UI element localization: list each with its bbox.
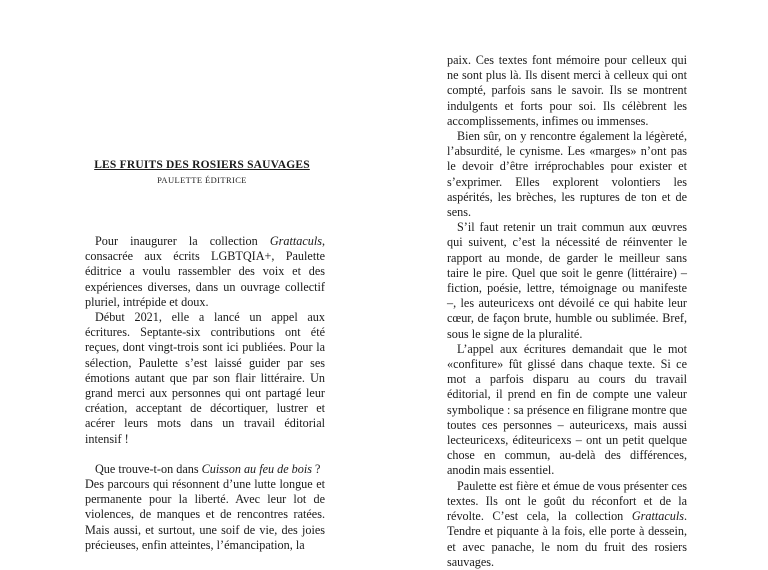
left-page [0,0,384,552]
left-text-column [85,234,325,553]
collection-name-closing: Grattaculs [631,509,684,524]
closing-start: Paulette est fière et émue de vous présenter ces textes. Ils ont le goût du réconfort et de la révolte. C’est cela, la collection [447,478,687,524]
paragraph-continuation: paix. Ces textes font mémoire pour celleux qui ne sont plus là. Ils disent merci à celleux qui ont compté, parfois sans le savoir. Ils se montrent indulgents et forts pour soi. Ils célèbrent les accomplissements, infimes ou immenses. [447,53,687,128]
paragraph-lightness: Bien sûr, on y rencontre également la légèreté, l’absurdité, le cynisme. Les «marges» n’ont pas le devoir d’être irréprochables pour exister et s’exprimer. Elles explorent volontiers les aspérités, les brèches, les ruptures de ton et de sens. [447,129,687,220]
right-text-column [447,53,687,570]
title-block [82,158,322,186]
question-end: ? [312,461,321,476]
paragraph-intro [85,234,325,310]
book-subtitle: Cuisson au feu de bois [201,461,312,476]
paragraph-confiture: L’appel aux écritures demandait que le mot «confiture» fût glissé dans chaque texte. Si ce mot a parfois disparu au cours du travail éditorial, il prend en fin de compte une valeur symbolique : sa présence en filigrane montre que toutes ces personnes – auteuricexs, mais aussi lecteuricexs, éditeuricexs – ont un petit quelque chose en commun, au-delà des différences, anodin mais essentiel. [447,341,687,478]
paragraph-journeys: Des parcours qui résonnent d’une lutte longue et permanente pour la liberté. Avec leur lot de violences, de manques et de rencontres ratées. Mais aussi, et surtout, une soif de vie, des joies précieuses, enfin atteintes, l’émancipation, la [85,477,325,552]
question-start: Que trouve-t-on dans [95,461,202,476]
question-line [85,462,325,477]
paragraph-call: Début 2021, elle a lancé un appel aux écritures. Septante-six contributions ont été reçues, dont vingt-trois sont ici publiées. Pour la sélection, Paulette s’est laissé guider par ses émotions autant que par son flair littéraire. Un grand merci aux personnes qui ont partagé leur création, acceptant de décortiquer, lustrer et acérer leurs mots dans un travail éditorial intensif ! [85,310,325,446]
paragraph-intro-end: , consacrée aux écrits LGBTQIA+, Paulette éditrice a voulu rassembler des voix et des expériences diverses, dans un ouvrage collectif pluriel, intrépide et doux. [85,234,325,309]
book-title: LES FRUITS DES ROSIERS SAUVAGES [94,159,310,171]
closing-end: . Tendre et piquante à la fois, elle porte à dessein, et avec panache, le nom du fruit des rosiers sauvages. [447,509,687,569]
paragraph-closing [447,479,687,570]
paragraph-common-trait: S’il faut retenir un trait commun aux œuvres qui suivent, c’est la nécessité de réinventer le rapport au monde, de garder le meilleur sans taire le pire. Quel que soit le genre (littéraire) – fiction, poésie, lettre, témoignage ou manifeste –, les auteuricexs ont dévoilé ce qui habite leur cœur, de façon brute, humble ou sublimée. Bref, sous le signe de la pluralité. [447,220,687,341]
paragraph-intro-start: Pour inaugurer la collection [95,234,270,248]
collection-name: Grattaculs [269,234,322,248]
publisher-name: PAULETTE ÉDITRICE [157,175,247,185]
